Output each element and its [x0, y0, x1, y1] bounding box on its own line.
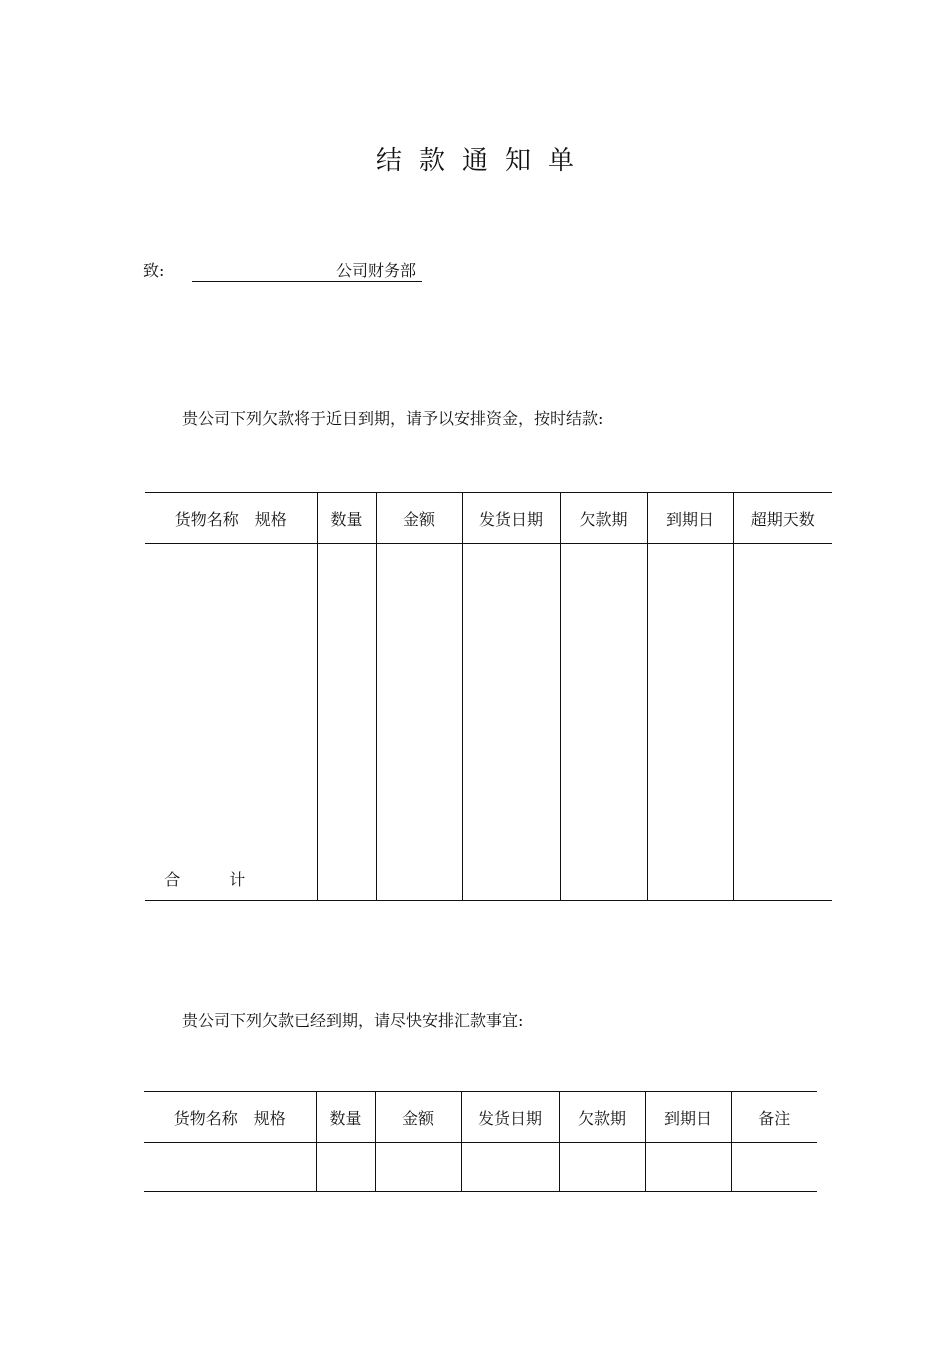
- table-cell: [462, 544, 560, 901]
- recipient-field: 公司财务部: [192, 258, 422, 282]
- col-credit-period: 欠款期: [560, 493, 647, 544]
- table-header-row: [145, 493, 832, 544]
- col-amount: 金额: [376, 493, 462, 544]
- col-amount: 金额: [375, 1092, 461, 1143]
- recipient-line: [143, 258, 416, 281]
- table-cell: [731, 1143, 817, 1192]
- table-cell: [559, 1143, 645, 1192]
- col-ship-date: 发货日期: [461, 1092, 559, 1143]
- upcoming-debts-table: [145, 492, 832, 901]
- col-quantity: 数量: [316, 1092, 375, 1143]
- table-cell: [375, 1143, 461, 1192]
- table-header-row: [144, 1092, 817, 1143]
- table-cell: [376, 544, 462, 901]
- col-due-date: 到期日: [647, 493, 733, 544]
- col-overdue-days: 超期天数: [733, 493, 832, 544]
- recipient-label: 致:: [143, 261, 165, 280]
- upcoming-notice: 贵公司下列欠款将于近日到期，请予以安排资金，按时结款:: [182, 409, 604, 428]
- table-row: [145, 544, 832, 901]
- col-ship-date: 发货日期: [462, 493, 560, 544]
- table-cell: [144, 1143, 316, 1192]
- page-title: 结款通知单: [375, 146, 591, 176]
- table-row: [144, 1143, 817, 1192]
- col-credit-period: 欠款期: [559, 1092, 645, 1143]
- col-quantity: 数量: [317, 493, 376, 544]
- table-cell: [316, 1143, 375, 1192]
- table-cell: [461, 1143, 559, 1192]
- col-goods-spec: 货物名称 规格: [145, 493, 317, 544]
- table-cell: [733, 544, 832, 901]
- total-label: 合 计: [145, 544, 317, 901]
- col-due-date: 到期日: [645, 1092, 731, 1143]
- overdue-debts-table: [144, 1091, 817, 1192]
- table-cell: [317, 544, 376, 901]
- table-cell: [560, 544, 647, 901]
- overdue-notice: 贵公司下列欠款已经到期，请尽快安排汇款事宜:: [182, 1011, 524, 1030]
- table-cell: [645, 1143, 731, 1192]
- col-goods-spec: 货物名称 规格: [144, 1092, 316, 1143]
- table-cell: [647, 544, 733, 901]
- col-remarks: 备注: [731, 1092, 817, 1143]
